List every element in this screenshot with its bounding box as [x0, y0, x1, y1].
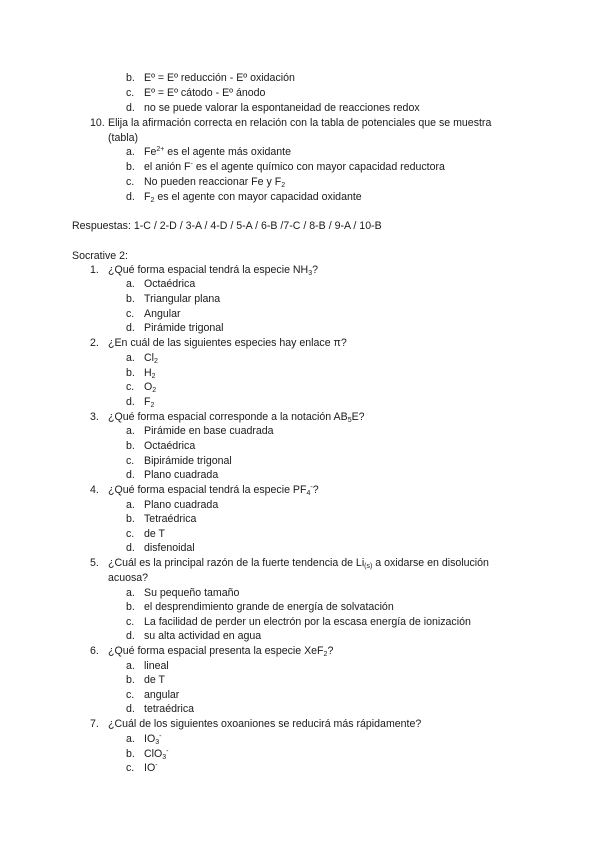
option-text: Eº = Eº reducción - Eº oxidación	[144, 72, 295, 84]
section-title: Socrative 2:	[72, 250, 128, 262]
option-text: angular	[144, 689, 180, 701]
option-marker: c.	[126, 528, 135, 540]
s3-option-c	[126, 454, 232, 468]
s5-option-b	[126, 600, 394, 614]
question-text: E?	[351, 411, 365, 423]
q9-option-c	[126, 86, 265, 100]
option-text: No pueden reaccionar Fe y F	[144, 176, 282, 188]
question-number: 6.	[90, 645, 99, 657]
option-marker: b.	[126, 161, 135, 173]
option-text: su alta actividad en agua	[144, 630, 262, 642]
subscript: 2	[150, 197, 155, 204]
option-marker: d.	[126, 630, 135, 642]
subscript: 2	[281, 182, 286, 189]
option-text: tetraédrica	[144, 703, 195, 715]
subscript: (s)	[364, 563, 373, 570]
option-marker: d.	[126, 469, 135, 481]
option-marker: c.	[126, 308, 135, 320]
question-text: ?	[312, 484, 319, 496]
question-number: 3.	[90, 411, 99, 423]
superscript: -	[166, 748, 169, 755]
s4-option-b	[126, 512, 196, 526]
option-text: H	[144, 367, 152, 379]
subscript: 5	[347, 417, 352, 424]
q10-option-d	[126, 190, 362, 204]
question-number: 1.	[90, 264, 99, 276]
s4-option-c	[126, 527, 165, 541]
option-text: La facilidad de perder un electrón por la escasa energía de ionización	[144, 616, 471, 628]
q10-option-a	[126, 145, 291, 159]
option-marker: d.	[126, 102, 135, 114]
option-text: es el agente químico con mayor capacidad reductora	[192, 161, 445, 173]
option-marker: a.	[126, 733, 135, 745]
s5-question	[90, 556, 489, 570]
option-marker: d.	[126, 703, 135, 715]
q9-option-b	[126, 71, 295, 85]
question-text: ¿Cuál es la principal razón de la fuerte tendencia de Li	[108, 557, 365, 569]
s5-question-line2: acuosa?	[108, 572, 149, 584]
option-marker: c.	[126, 87, 135, 99]
q10-option-b	[126, 160, 445, 174]
s3-option-a	[126, 424, 274, 438]
option-marker: a.	[126, 352, 135, 364]
question-text: ¿En cuál de las siguientes especies hay enlace π?	[108, 337, 347, 349]
option-text: Octaédrica	[144, 440, 196, 452]
option-text: Angular	[144, 308, 181, 320]
question-number: 4.	[90, 484, 99, 496]
option-marker: b.	[126, 601, 135, 613]
option-marker: d.	[126, 322, 135, 334]
subscript: 2	[150, 402, 155, 409]
s6-question	[90, 644, 333, 658]
q10-question	[90, 116, 491, 130]
s6-option-a	[126, 659, 169, 673]
s7-option-b	[126, 747, 169, 761]
question-text: ?	[312, 264, 319, 276]
option-text: no se puede valorar la espontaneidad de reacciones redox	[144, 102, 420, 114]
option-text: F	[144, 396, 151, 408]
subscript: 3	[162, 754, 167, 761]
answer-key: Respuestas: 1-C / 2-D / 3-A / 4-D / 5-A / 6-B /7-C / 8-B / 9-A / 10-B	[72, 220, 382, 232]
s2-option-a	[126, 351, 158, 365]
question-number: 7.	[90, 718, 99, 730]
s2-option-c	[126, 380, 156, 394]
s7-option-c	[126, 761, 158, 775]
s6-option-b	[126, 673, 165, 687]
option-marker: c.	[126, 689, 135, 701]
s7-question	[90, 717, 421, 731]
option-text: de T	[144, 528, 166, 540]
option-text: Su pequeño tamaño	[144, 587, 240, 599]
s4-question	[90, 483, 319, 497]
option-text: Bipirámide trigonal	[144, 455, 232, 467]
option-text: el anión F	[144, 161, 191, 173]
option-marker: b.	[126, 293, 135, 305]
question-text: Elija la afirmación correcta en relación con la tabla de potenciales que se muestra	[108, 117, 492, 129]
option-text: Octaédrica	[144, 278, 196, 290]
option-marker: d.	[126, 396, 135, 408]
s2-option-d	[126, 395, 154, 409]
s1-question	[90, 263, 318, 277]
option-text: Tetraédrica	[144, 513, 197, 525]
option-marker: b.	[126, 513, 135, 525]
option-text: IO	[144, 762, 156, 774]
superscript: 2+	[156, 146, 165, 153]
option-marker: a.	[126, 278, 135, 290]
option-text: lineal	[144, 660, 169, 672]
option-text: IO	[144, 733, 156, 745]
option-text: Triangular plana	[144, 293, 221, 305]
option-text: Cl	[144, 352, 155, 364]
question-number: 10.	[90, 117, 105, 129]
option-marker: d.	[126, 191, 135, 203]
s5-option-c	[126, 615, 471, 629]
question-text: ¿Qué forma espacial corresponde a la notación AB	[108, 411, 348, 423]
option-marker: b.	[126, 748, 135, 760]
option-text: O	[144, 381, 153, 393]
s1-option-c	[126, 307, 181, 321]
option-marker: c.	[126, 381, 135, 393]
subscript: 3	[308, 270, 313, 277]
option-text: Fe	[144, 146, 157, 158]
superscript: -	[155, 762, 158, 769]
q10-question-line2: (tabla)	[108, 132, 139, 144]
option-marker: b.	[126, 367, 135, 379]
s7-option-a	[126, 732, 161, 746]
subscript: 4	[306, 490, 311, 497]
question-text: ¿Qué forma espacial tendrá la especie NH	[108, 264, 309, 276]
question-number: 2.	[90, 337, 99, 349]
option-marker: a.	[126, 587, 135, 599]
s3-question	[90, 410, 365, 424]
q10-option-c	[126, 175, 285, 189]
option-marker: c.	[126, 762, 135, 774]
q9-option-d	[126, 101, 420, 115]
s6-option-c	[126, 688, 179, 702]
s1-option-b	[126, 292, 220, 306]
superscript: -	[190, 161, 193, 168]
s1-option-a	[126, 277, 195, 291]
s2-question	[90, 336, 347, 350]
option-text: es el agente con mayor capacidad oxidante	[154, 191, 362, 203]
option-marker: b.	[126, 72, 135, 84]
option-text: el desprendimiento grande de energía de solvatación	[144, 601, 394, 613]
option-text: Plano cuadrada	[144, 499, 219, 511]
option-marker: a.	[126, 660, 135, 672]
subscript: 3	[155, 739, 160, 746]
option-marker: d.	[126, 542, 135, 554]
option-text: Plano cuadrada	[144, 469, 219, 481]
s6-option-d	[126, 702, 194, 716]
s5-option-d	[126, 629, 261, 643]
question-text: ¿Qué forma espacial presenta la especie XeF	[108, 645, 324, 657]
question-number: 5.	[90, 557, 99, 569]
option-text: F	[144, 191, 151, 203]
s5-option-a	[126, 586, 239, 600]
subscript: 2	[152, 387, 157, 394]
option-text: de T	[144, 674, 166, 686]
question-text: ?	[327, 645, 334, 657]
s2-option-b	[126, 366, 156, 380]
s4-option-a	[126, 498, 218, 512]
subscript: 2	[323, 651, 328, 658]
s3-option-b	[126, 439, 195, 453]
option-text: Pirámide en base cuadrada	[144, 425, 274, 437]
subscript: 2	[154, 358, 158, 365]
option-text: Eº = Eº cátodo - Eº ánodo	[144, 87, 266, 99]
question-text: ¿Qué forma espacial tendrá la especie PF	[108, 484, 307, 496]
s4-option-d	[126, 541, 195, 555]
option-marker: c.	[126, 455, 135, 467]
s3-option-d	[126, 468, 218, 482]
option-marker: a.	[126, 146, 135, 158]
option-text: Pirámide trigonal	[144, 322, 224, 334]
option-marker: c.	[126, 616, 135, 628]
option-text: ClO	[144, 748, 163, 760]
s1-option-d	[126, 321, 224, 335]
option-marker: b.	[126, 674, 135, 686]
option-marker: a.	[126, 425, 135, 437]
option-marker: c.	[126, 176, 135, 188]
subscript: 2	[151, 373, 156, 380]
question-text: a oxidarse en disolución	[372, 557, 489, 569]
superscript: -	[159, 733, 162, 740]
option-marker: a.	[126, 499, 135, 511]
question-text: ¿Cuál de los siguientes oxoaniones se reducirá más rápidamente?	[108, 718, 422, 730]
option-text: disfenoidal	[144, 542, 195, 554]
option-marker: b.	[126, 440, 135, 452]
option-text: es el agente más oxidante	[164, 146, 291, 158]
superscript: -	[310, 484, 313, 491]
